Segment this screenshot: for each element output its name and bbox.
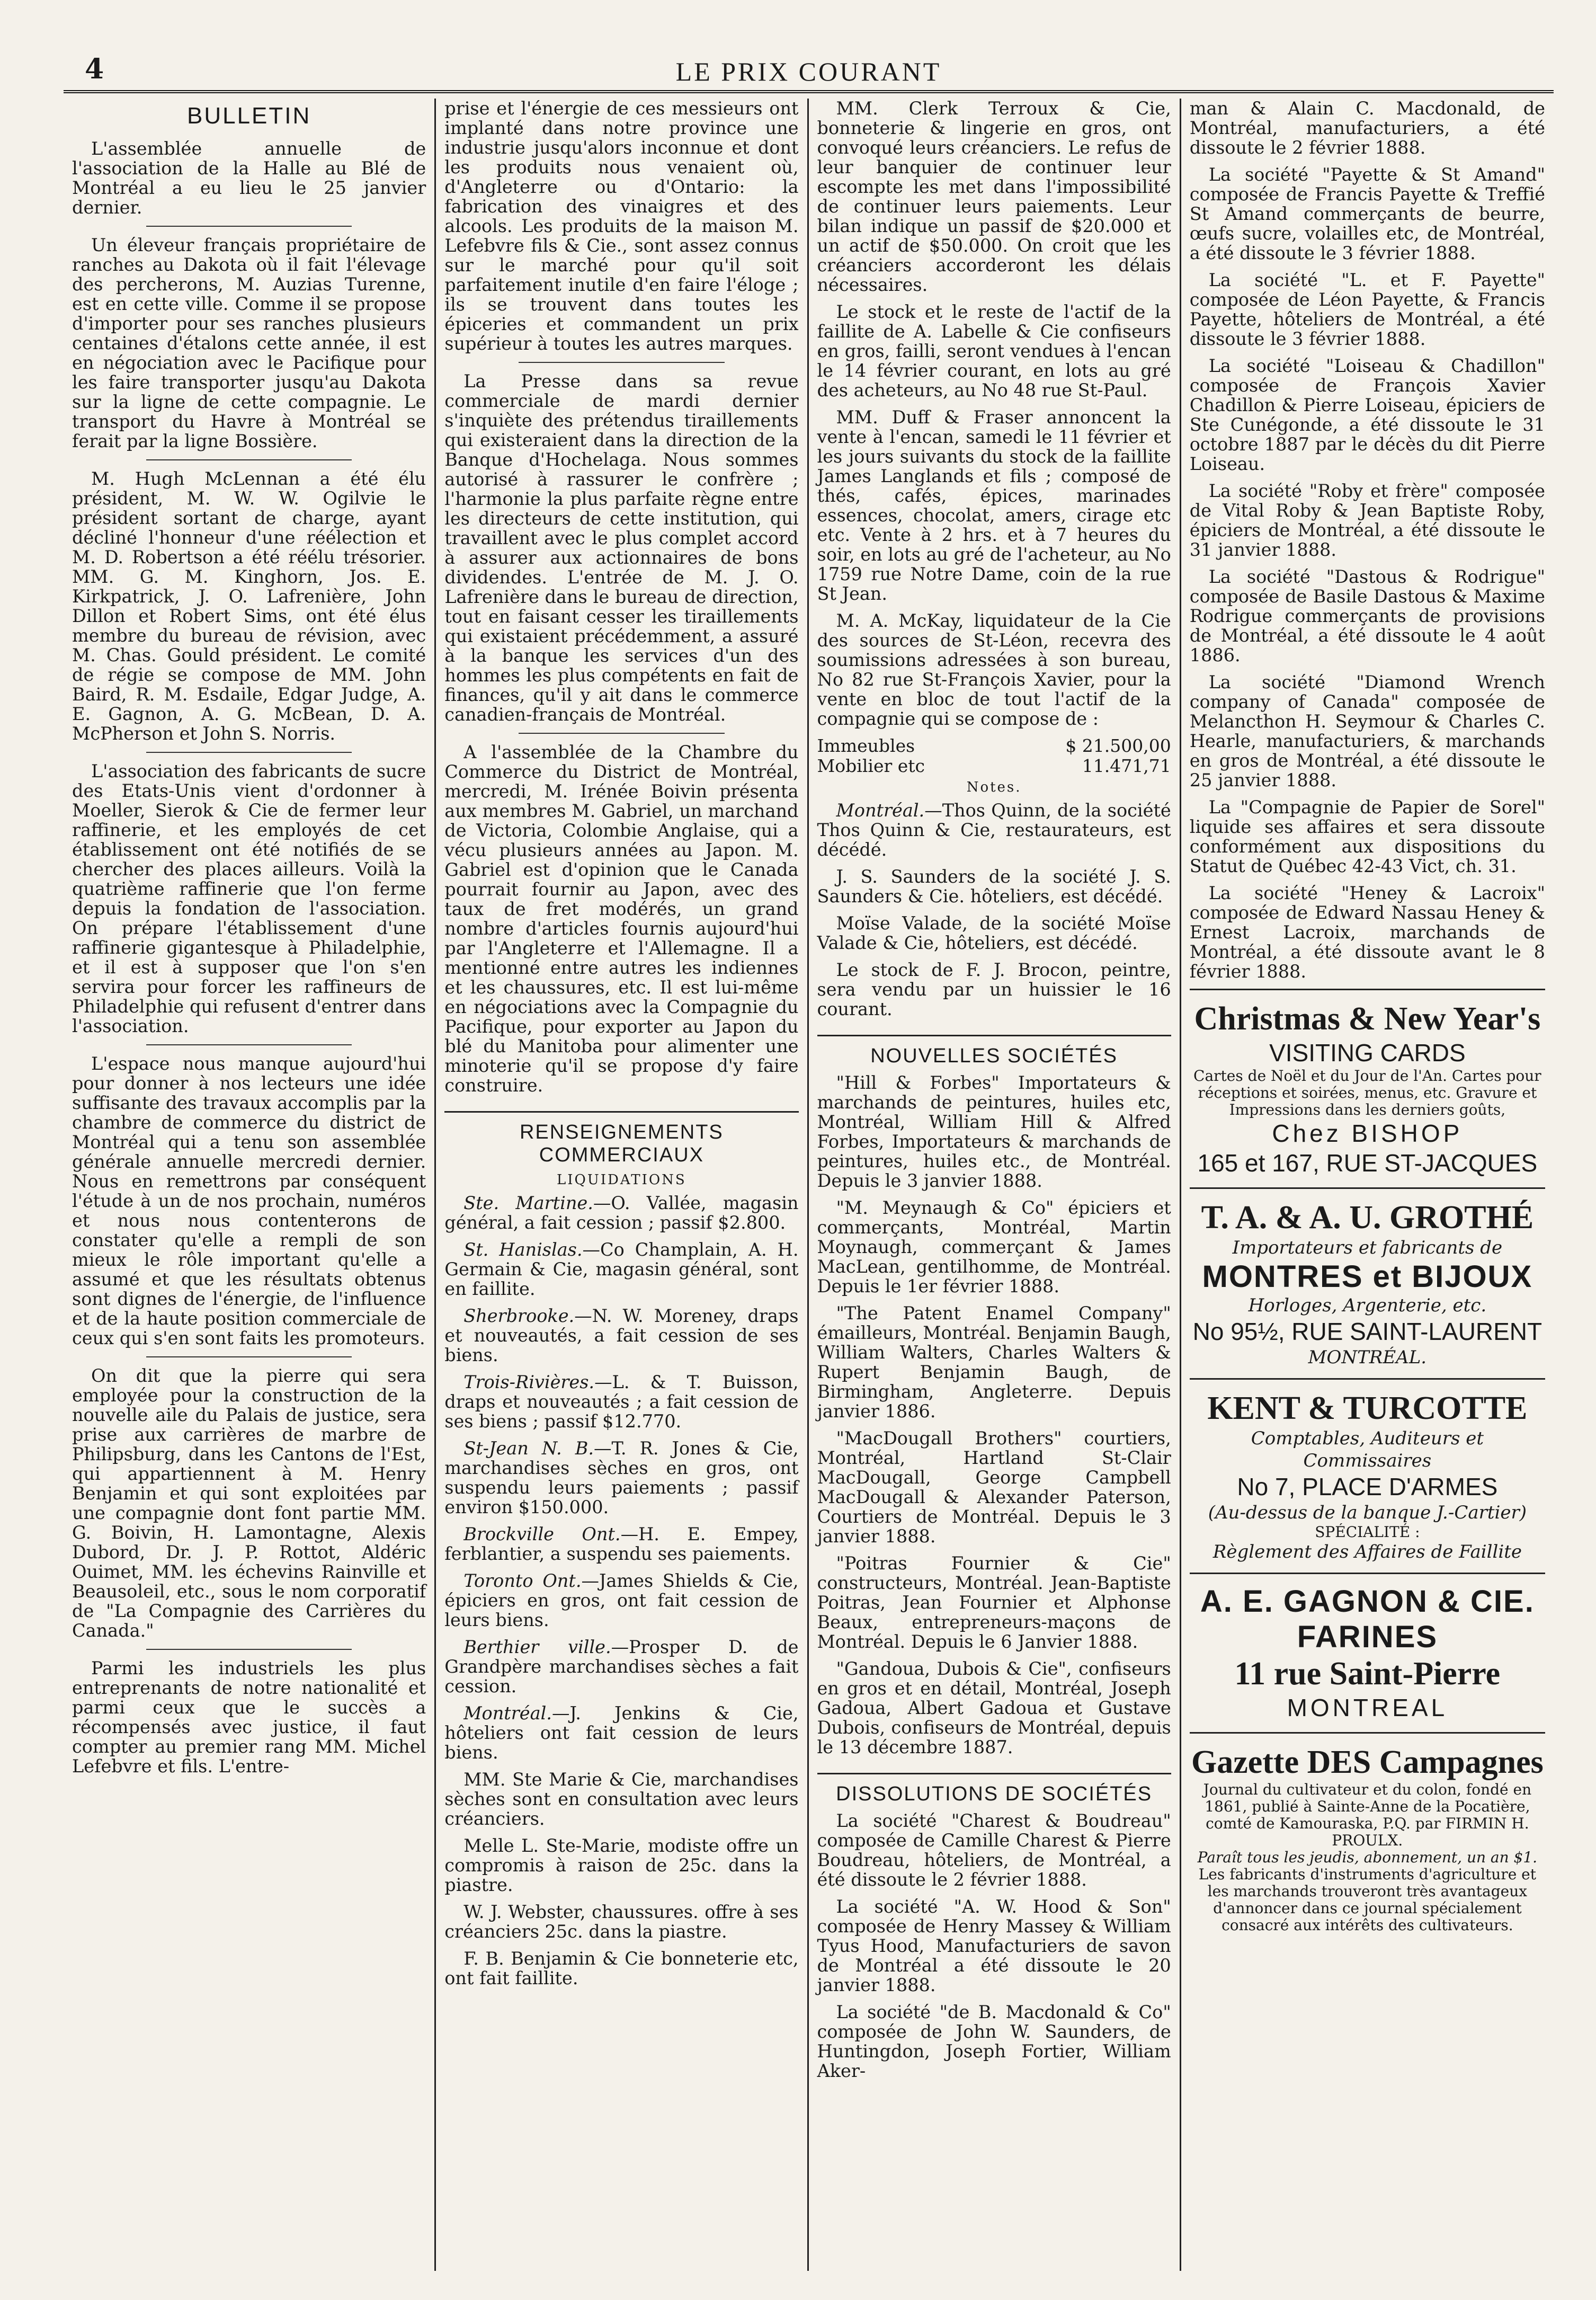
- ad-specialty: Règlement des Affaires de Faillite: [1212, 1541, 1522, 1562]
- ad-address: No 7, PLACE D'ARMES: [1237, 1473, 1498, 1500]
- article-paragraph: L'association des fabricants de sucre des Etats-Unis vient d'ordonner à Moeller, Sierok & Cie de fermer leur raffinerie, et les employés de cet établissement ont été notifiés de se chercher des places ailleurs. Voilà la quatrième raffinerie que l'on ferme depuis la fondation de l'association. On prépare l'établissement d'une raffinerie gigantesque à Philadelphie, et il est à supposer que l'on s'en servira pour forcer les raffineurs de Philadelphie qui refusent d'entrer dans l'association.: [72, 761, 426, 1036]
- listing-entry: [444, 1703, 798, 1762]
- listing-entry: [444, 1902, 798, 1941]
- listing-text: Le stock de F. J. Brocon, peintre, sera vendu par un huissier le 16 courant.: [817, 960, 1171, 1019]
- article-paragraph: M. A. McKay, liquidateur de la Cie des sources de St-Léon, recevra des soumissions adressées à son bureau, No 82 rue St-François Xavier, pour la vente en bloc de tout l'actif de la compagnie qui se compose de :: [817, 610, 1171, 729]
- asset-row: [817, 736, 1171, 756]
- listing-entry: [444, 1571, 798, 1630]
- article-paragraph: M. Hugh McLennan a été élu président, M. W. W. Ogilvie le président sortant de charge, ayant décliné l'honneur d'une réélection et M. D. Robertson a été réélu trésorier. MM. G. M. Kinghorn, Jos. E. Kirkpatrick, J. O. Lafrenière, John Dillon et Robert Sims, ont été élus membre du bureau de révision, avec M. Chas. Gould président. Le comité de régie se compose de MM. John Baird, R. M. Esdaile, Edgar Judge, A. E. Gagnon, A. G. McBean, D. A. McPherson et John S. Norris.: [72, 468, 426, 744]
- ad-vendor: Chez BISHOP: [1272, 1120, 1463, 1147]
- listing-location: Berthier ville.: [463, 1637, 611, 1657]
- page-number: 4: [85, 53, 104, 85]
- ad-title: A. E. GAGNON & CIE.: [1200, 1584, 1535, 1619]
- new-societies-heading: NOUVELLES SOCIÉTÉS: [817, 1035, 1171, 1068]
- society-entry: "Gandoua, Dubois & Cie", confiseurs en gros et en détail, Montréal, Joseph Gadoua, Albert Gadoua et Gustave Dubois, confiseurs de Montréal, depuis le 13 décembre 1887.: [817, 1658, 1171, 1757]
- listing-text: —L. & T. Buisson, draps et nouveautés ; a fait cession de ses biens ; passif $12.770.: [444, 1372, 799, 1432]
- article-paragraph: L'assemblée annuelle de l'association de la Halle au Blé de Montréal a eu lieu le 25 janvier dernier.: [72, 138, 426, 218]
- section-heading: RENSEIGNEMENTS COMMERCIAUX: [444, 1111, 798, 1167]
- ad-product: FARINES: [1297, 1620, 1438, 1654]
- society-entry: "MacDougall Brothers" courtiers, Montréal, Hartland St-Clair MacDougall, George Campbell MacDougall & Alexander Paterson, Courtiers de Montréal. Depuis le 3 janvier 1888.: [817, 1428, 1171, 1547]
- listing-text: Melle L. Ste-Marie, modiste offre un compromis à raison de 25c. dans la piastre.: [444, 1835, 799, 1895]
- ad-title: Gazette DES Campagnes: [1191, 1744, 1544, 1780]
- divider: [146, 226, 352, 227]
- listing-entry: [444, 1240, 798, 1299]
- liquidations-list: [444, 1193, 798, 1988]
- ad-description: Cartes de Noël et du Jour de l'An. Cartes pour réceptions et soirées, menus, etc. Gravure et Impressions dans les derniers goûts,: [1193, 1067, 1541, 1118]
- divider: [146, 459, 352, 460]
- asset-value: 11.471,71: [1082, 756, 1171, 776]
- ad-specialty-label: SPÉCIALITÉ :: [1315, 1523, 1420, 1541]
- dissolution-entry: La "Compagnie de Papier de Sorel" liquide ses affaires et sera dissoute conformément aux dispositions du Statut de Québec 42-43 Vict, ch. 31.: [1189, 797, 1545, 876]
- listing-location: Montréal.: [836, 800, 925, 821]
- ad-description: Journal du cultivateur et du colon, fondé en 1861, publié à Sainte-Anne de la Pocatière, comté de Kamouraska, P.Q. par FIRMIN H. PROULX.: [1203, 1781, 1532, 1849]
- listing-location: St-Jean N. B.: [463, 1438, 594, 1459]
- listing-text: —James Shields & Cie, épiciers en gros, ont fait cession de leurs biens.: [444, 1570, 799, 1630]
- listing-text: —J. Jenkins & Cie, hôteliers ont fait cession de leurs biens.: [444, 1703, 799, 1763]
- listing-text: —H. E. Empey, ferblantier, a suspendu ses paiements.: [444, 1524, 799, 1564]
- ad-description: Comptables, Auditeurs et Commissaires: [1251, 1428, 1484, 1471]
- article-paragraph: A l'assemblée de la Chambre du Commerce du District de Montréal, mercredi, M. Irénée Boivin présenta aux membres M. Gabriel, un marchand de Victoria, Colombie Anglaise, qui a vécu plusieurs années au Japon. M. Gabriel est d'opinion que le Canada pourrait fournir au Japon, avec des taux de fret modérés, un grand nombre d'articles fournis aujourd'hui par l'Angleterre et l'Allemagne. Il a mentionné entre autres les indiennes et les chaussures, etc. Il est lui-même en négociations avec la Compagnie du Pacifique, pour exporter au Japon du blé du Manitoba pour alimenter une minoterie qu'il se propose d'y faire construire.: [444, 742, 799, 1096]
- listing-location: Sherbrooke.: [463, 1306, 575, 1326]
- notes-heading: Notes.: [966, 779, 1022, 795]
- listing-location: Brockville Ont.: [463, 1524, 621, 1544]
- listing-text: —T. R. Jones & Cie, marchandises sèches en gros, ont suspendu leurs paiements ; passif environ $150.000.: [444, 1438, 799, 1517]
- listing-location: St. Hanislas.: [463, 1239, 583, 1260]
- listing-text: —Prosper D. de Grandpère marchandises sèches a fait cession.: [444, 1637, 799, 1697]
- listing-text: —O. Vallée, magasin général, a fait cession ; passif $2.800.: [444, 1193, 799, 1233]
- listing-location: Ste. Martine.: [463, 1193, 593, 1213]
- asset-value: $ 21.500,00: [1065, 735, 1171, 756]
- society-entry: "The Patent Enamel Company" émailleurs, Montréal. Benjamin Baugh, William Walters, Charles Walters & Rupert Benjamin Baugh, de Birmingham, Angleterre. Depuis janvier 1886.: [817, 1303, 1171, 1422]
- listing-entry: [444, 1306, 798, 1365]
- listing-text: MM. Ste Marie & Cie, marchandises sèches sont en consultation avec leurs créanciers.: [444, 1769, 799, 1829]
- divider: [146, 1044, 352, 1045]
- listing-entry: [444, 1637, 798, 1696]
- article-paragraph: prise et l'énergie de ces messieurs ont implanté dans notre province une industrie jusqu'alors inconnue et dont les produits nous venaient où, d'Angleterre ou d'Ontario: la fabrication des vinaigres et des alcools. Les produits de la maison M. Lefebvre fils & Cie., sont assez connus sur le marché pour qu'il soit parfaitement inutile d'en faire l'éloge ; ils se trouvent dans toutes les épiceries et commandent un prix supérieur à toutes les autres marques.: [444, 99, 799, 354]
- listing-entry: [444, 1836, 798, 1895]
- column-2: [436, 99, 808, 2271]
- asset-label: Immeubles: [817, 735, 915, 756]
- ad-publication: Paraît tous les jeudis, abonnement, un an $1.: [1197, 1849, 1538, 1866]
- gazette-advertisement: [1190, 1732, 1545, 1943]
- listing-text: J. S. Saunders de la société J. S. Saunders & Cie. hôteliers, est décédé.: [817, 866, 1171, 907]
- listing-text: F. B. Benjamin & Cie bonneterie etc, ont fait faillite.: [444, 1948, 799, 1988]
- ad-subtitle: VISITING CARDS: [1269, 1039, 1466, 1067]
- column-4: [1181, 99, 1554, 2271]
- ad-address: 165 et 167, RUE ST-JACQUES: [1197, 1149, 1538, 1177]
- dissolution-entry: La société "L. et F. Payette" composée de Léon Payette, & Francis Payette, hôteliers de Montréal, a été dissoute le 3 février 1888.: [1189, 270, 1545, 349]
- listing-location: Toronto Ont.: [463, 1570, 582, 1591]
- columns: [64, 99, 1554, 2271]
- society-entry: "Poitras Fournier & Cie" constructeurs, Montréal. Jean-Baptiste Poitras, Jean Fournier et Alphonse Beaux, entrepreneurs-maçons de Montréal. Depuis le 6 Janvier 1888.: [817, 1553, 1171, 1652]
- listing-location: Montréal.: [463, 1703, 552, 1724]
- column-3: [809, 99, 1181, 2271]
- listing-entry: [817, 960, 1171, 1019]
- dissolutions-heading: DISSOLUTIONS DE SOCIÉTÉS: [817, 1773, 1171, 1806]
- listing-entry: [817, 913, 1171, 953]
- listing-text: —Co Champlain, A. H. Germain & Cie, magasin général, sont en faillite.: [444, 1239, 799, 1299]
- listing-text: W. J. Webster, chaussures. offre à ses créanciers 25c. dans la piastre.: [444, 1902, 799, 1942]
- ad-note: Les fabricants d'instruments d'agriculture et les marchands trouveront très avantageux d'annoncer dans ce journal spécialement consacré aux intérêts des cultivateurs.: [1198, 1866, 1536, 1934]
- ad-title: T. A. & A. U. GROTHÉ: [1201, 1200, 1534, 1236]
- divider: [146, 1649, 352, 1650]
- dissolution-entry: La société "Roby et frère" composée de Vital Roby & Jean Baptiste Roby, épiciers de Montréal, a été dissoute le 31 janvier 1888.: [1189, 481, 1545, 560]
- listing-text: —Thos Quinn, de la société Thos Quinn & Cie, restaurateurs, est décédé.: [817, 800, 1171, 860]
- divider: [146, 752, 352, 753]
- dissolution-entry: La société "Heney & Lacroix" composée de Edward Nassau Heney & Ernest Lacroix, marchands de Montréal, a été dissoute avant le 8 février 1888.: [1189, 883, 1545, 982]
- ad-address: No 95½, RUE SAINT-LAURENT: [1192, 1318, 1542, 1345]
- dissolution-entry: La société "Charest & Boudreau" composée de Camille Charest & Pierre Boudreau, hôteliers, de Montréal, a été dissoute le 2 février 1888.: [817, 1810, 1171, 1890]
- ad-city: MONTRÉAL.: [1308, 1347, 1427, 1368]
- society-entry: "Hill & Forbes" Importateurs & marchands de peintures, huiles etc, Montréal, William Hill & Alfred Forbes, Importateurs & marchands de peintures, huiles etc., de Montréal. Depuis le 3 janvier 1888.: [817, 1072, 1171, 1191]
- article-paragraph: MM. Clerk Terroux & Cie, bonneterie & lingerie en gros, ont convoqué leurs créanciers. Le refus de leur banquier de continuer leur escompte les met dans l'impossibilité de continuer leurs paiements. Leur bilan indique un passif de $20.000 et un actif de $50.000. On croit que les créanciers accorderont les délais nécessaires.: [817, 99, 1171, 295]
- ad-address: 11 rue Saint-Pierre: [1234, 1656, 1501, 1692]
- asset-label: Mobilier etc: [817, 756, 925, 776]
- listing-entry: [444, 1372, 798, 1431]
- ad-title: KENT & TURCOTTE: [1207, 1390, 1528, 1426]
- notes-list: [817, 801, 1171, 1019]
- bishop-advertisement: [1190, 989, 1545, 1187]
- ad-title: Christmas & New Year's: [1194, 1001, 1541, 1037]
- listing-entry: [444, 1193, 798, 1232]
- divider: [519, 733, 724, 734]
- listing-entry: [817, 801, 1171, 859]
- column-1: [64, 99, 436, 2271]
- listing-entry: [444, 1438, 798, 1517]
- article-paragraph: MM. Duff & Fraser annoncent la vente à l'encan, samedi le 11 février et les jours suivants du stock de la faillite James Langlands et fils ; composé de thés, cafés, épices, marinades essences, chocolat, amers, cirage etc etc. Vente à 2 hrs. et à 7 heures du soir, en lots au gré de l'acheteur, au No 1759 rue Notre Dame, coin de la rue St Jean.: [817, 407, 1171, 604]
- ad-product: MONTRES et BIJOUX: [1202, 1259, 1533, 1294]
- dissolution-entry: La société "Dastous & Rodrigue" composée de Basile Dastous & Maxime Rodrigue commerçants de provisions de Montréal, a été dissoute le 4 août 1886.: [1189, 566, 1545, 665]
- liquidations-heading: LIQUIDATIONS: [557, 1172, 686, 1188]
- listing-entry: [444, 1770, 798, 1828]
- dissolution-entry: La société "de B. Macdonald & Co" composée de John W. Saunders, de Huntingdon, Joseph Fortier, William Aker-: [817, 2002, 1171, 2081]
- listing-text: Moïse Valade, de la société Moïse Valade & Cie, hôteliers, est décédé.: [817, 913, 1171, 953]
- listing-location: Trois-Rivières.: [463, 1372, 595, 1392]
- kent-advertisement: [1190, 1378, 1545, 1573]
- listing-text: —N. W. Moreney, draps et nouveautés, a fait cession de ses biens.: [444, 1306, 799, 1365]
- article-paragraph: Parmi les industriels les plus entreprenants de notre nationalité et parmi ceux que le succès a récompensés avec justice, il faut compter au premier rang MM. Michel Lefebvre et fils. L'entre-: [72, 1658, 426, 1777]
- divider: [146, 1356, 352, 1357]
- ad-note: (Au-dessus de la banque J.-Cartier): [1208, 1502, 1527, 1523]
- article-paragraph: Un éleveur français propriétaire de ranches au Dakota où il fait l'élevage des percherons, M. Auzias Turenne, est en cette ville. Comme il se propose d'importer pour ses ranches plusieurs centaines d'étalons cette année, il est en négociation avec le Pacifique pour les faire transporter jusqu'au Dakota sur la ligne de cette compagnie. Le transport du Havre à Montréal se ferait par la ligne Bossière.: [72, 235, 426, 451]
- listing-entry: [444, 1524, 798, 1564]
- bulletin-heading: BULLETIN: [186, 103, 311, 129]
- society-entry: "M. Meynaugh & Co" épiciers et commerçants, Montréal, Martin Moynaugh, commerçant & James MacLean, gentilhomme, de Montréal. Depuis le 1er février 1888.: [817, 1197, 1171, 1296]
- divider: [519, 362, 724, 363]
- ad-description: Importateurs et fabricants de: [1232, 1237, 1503, 1258]
- ad-city: MONTREAL: [1287, 1694, 1448, 1721]
- dissolution-entry: La société "Loiseau & Chadillon" composée de François Xavier Chadillon & Pierre Loiseau, épiciers de Ste Cunégonde, a été dissoute le 31 octobre 1887 par le décès du dit Pierre Loiseau.: [1189, 356, 1545, 474]
- gagnon-advertisement: [1190, 1573, 1545, 1732]
- dissolution-entry: La société "Payette & St Amand" composée de Francis Payette & Treffié St Amand commerçants de beurre, œufs sucre, volailles etc, de Montréal, a été dissoute le 3 février 1888.: [1189, 164, 1545, 263]
- dissolution-entry: La société "Diamond Wrench company of Canada" composée de Melancthon H. Seymour & Charles C. Hearle, manufacturiers, & marchands en gros de Montréal, a été dissoute le 25 janvier 1888.: [1189, 672, 1545, 791]
- ad-extra: Horloges, Argenterie, etc.: [1248, 1295, 1487, 1316]
- article-paragraph: On dit que la pierre qui sera employée pour la construction de la nouvelle aile du Palais de justice, sera prise aux carrières de marbre de Philipsburg, dans les Cantons de l'Est, qui appartiennent à M. Henry Benjamin et qui sont exploitées par une compagnie dont font partie MM. G. Boivin, H. Lamontagne, Alexis Dubord, Dr. J. P. Rottot, Aldéric Ouimet, MM. les échevins Rainville et Beausoleil, etc., sous le nom corporatif de "La Compagnie des Carrières du Canada.": [72, 1365, 426, 1641]
- grothe-advertisement: [1190, 1187, 1545, 1378]
- newspaper-title: LE PRIX COURANT: [675, 57, 942, 86]
- asset-row: [817, 756, 1171, 776]
- listing-entry: [444, 1949, 798, 1988]
- dissolution-entry: La société "A. W. Hood & Son" composée de Henry Massey & William Tyus Hood, Manufacturiers de savon de Montréal a été dissoute le 20 janvier 1888.: [817, 1896, 1171, 1995]
- dissolution-entry: man & Alain C. Macdonald, de Montréal, manufacturiers, a été dissoute le 2 février 1888.: [1189, 99, 1545, 158]
- masthead: [64, 21, 1554, 93]
- article-paragraph: La Presse dans sa revue commerciale de mardi dernier s'inquiète des prétendus tiraillements qui existeraient dans la direction de la Banque d'Hochelaga. Nous sommes autorisé à rassurer le confrère ; l'harmonie la plus parfaite règne entre les directeurs de cette institution, qui travaillent avec le plus complet accord à assurer aux actionnaires de bons dividendes. L'entrée de M. J. O. Lafrenière dans le bureau de direction, tout en faisant cesser les tiraillements qui existaient précédemment, a assuré à la banque les services d'un des hommes les plus compétents en fait de finances, qu'il y ait dans le commerce canadien-français de Montréal.: [444, 371, 799, 725]
- article-paragraph: L'espace nous manque aujourd'hui pour donner à nos lecteurs une idée suffisante des travaux accomplis par la chambre de commerce du district de Montréal qui a tenu son assemblée générale annuelle mercredi dernier. Nous en remettrons par conséquent l'étude à un de nos prochain, numéros et nous nous contenterons de constater qu'elle a rempli de son mieux le rôle important qu'elle a assumé et que les résultats obtenus sont dignes de l'énergie, de l'influence et de la haute position commerciale de ceux qui s'en sont faits les promoteurs.: [72, 1053, 426, 1348]
- listing-entry: [817, 867, 1171, 906]
- article-paragraph: Le stock et le reste de l'actif de la faillite de A. Labelle & Cie confiseurs en gros, failli, seront vendues à l'encan le 14 février courant, en lots au gré des acheteurs, au No 48 rue St-Paul.: [817, 301, 1171, 401]
